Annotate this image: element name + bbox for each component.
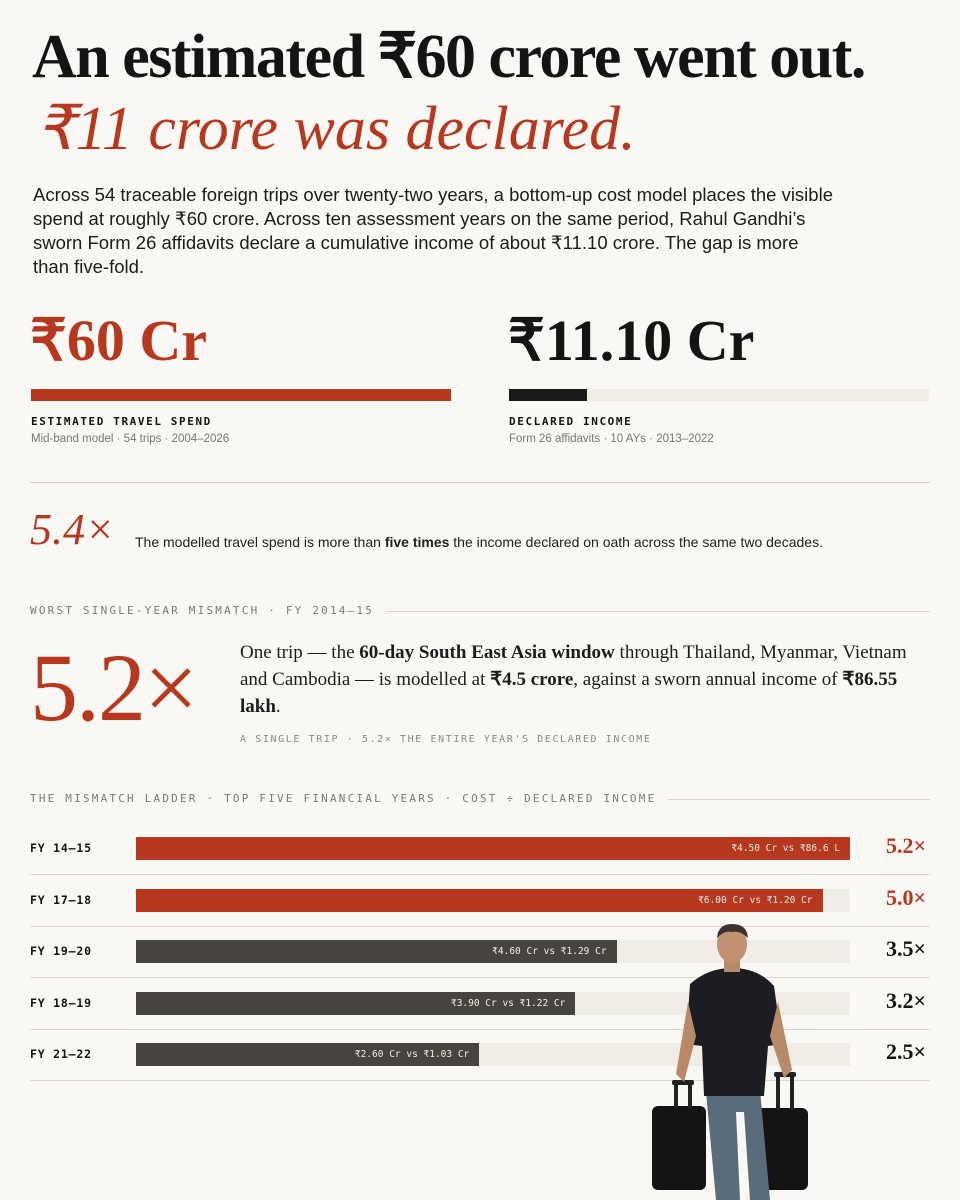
ladder-bar-track (136, 889, 850, 912)
spend-value: ₹60 Cr (30, 308, 208, 373)
ladder-bar-label: ₹2.60 Cr vs ₹1.03 Cr (354, 1049, 470, 1060)
divider (30, 482, 930, 483)
ladder-ratio-label: 2.5× (886, 1039, 927, 1064)
ladder-ratio-label: 5.2× (886, 833, 927, 858)
worst-year-ratio: 5.2× (30, 634, 197, 741)
overall-ratio: 5.4× (30, 505, 115, 554)
ladder-row (30, 875, 930, 927)
ladder-bar-label: ₹3.90 Cr vs ₹1.22 Cr (450, 997, 566, 1009)
ladder-ratio-label: 5.0× (886, 884, 927, 910)
ladder-row-label: FY 18–19 (30, 995, 92, 1010)
income-label: DECLARED INCOME (509, 415, 633, 428)
ladder-section-label: THE MISMATCH LADDER · TOP FIVE FINANCIAL YEARS · COST ÷ DECLARED INCOME (30, 792, 668, 805)
spend-label: ESTIMATED TRAVEL SPEND (31, 415, 212, 428)
ladder-bar (136, 1043, 479, 1066)
intro-paragraph: Across 54 traceable foreign trips over twenty-two years, a bottom-up cost model places the visible spend at roughly ₹60 crore. Across ten assessment years on the same period, Rahul Gandhi’s sworn Form 26 affidavits declare a cumulative income of about ₹11.10 crore. The gap is more than five-fold. (33, 184, 833, 278)
ladder-row-label: FY 19–20 (30, 944, 92, 958)
ratio-text-bold: five times (384, 534, 450, 550)
ladder-row-label: FY 14–15 (30, 841, 92, 855)
ladder-row-label: FY 17–18 (30, 892, 92, 907)
worst-bold-1: 60-day South East Asia window (359, 642, 615, 663)
income-bar-fill (509, 389, 587, 401)
worst-text-2: through Thailand, Myanmar, Vietnam and Cambodia — is modelled at (240, 642, 907, 690)
subheadline: ₹11 crore was declared. (36, 95, 636, 163)
ladder-bar (136, 837, 850, 860)
income-subtitle: Form 26 affidavits · 10 AYs · 2013–2022 (509, 433, 714, 445)
ladder-bar (136, 940, 617, 963)
person-with-suitcases-image (648, 924, 818, 1200)
worst-bold-2: ₹4.5 crore (490, 668, 574, 690)
ladder-bar-label: ₹4.60 Cr vs ₹1.29 Cr (492, 946, 607, 957)
ladder-row-label: FY 21–22 (30, 1047, 92, 1061)
income-value: ₹11.10 Cr (508, 308, 755, 373)
ladder-ratio-label: 3.5× (886, 936, 927, 961)
overall-ratio-text (135, 534, 823, 550)
worst-bold-3: ₹86.55 lakh (240, 668, 898, 717)
ratio-text-before: The modelled travel spend is more than (135, 534, 385, 550)
ladder-bar-track (136, 837, 850, 860)
ladder-bar (136, 889, 823, 912)
ladder-bar (136, 992, 575, 1015)
spend-bar-track (31, 389, 451, 401)
worst-year-section-label: WORST SINGLE-YEAR MISMATCH · FY 2014–15 (30, 604, 386, 617)
ladder-bar-label: ₹4.50 Cr vs ₹86.6 L (731, 843, 840, 854)
worst-year-note: A SINGLE TRIP · 5.2× THE ENTIRE YEAR'S DECLARED INCOME (240, 734, 652, 745)
ratio-text-after: the income declared on oath across the same two decades. (449, 534, 823, 550)
worst-year-description (240, 640, 930, 721)
spend-bar-fill (31, 389, 451, 401)
worst-text-3: , against a sworn annual income of (573, 668, 843, 690)
headline: An estimated ₹60 crore went out. (32, 23, 865, 91)
spend-subtitle: Mid-band model · 54 trips · 2004–2026 (31, 433, 230, 445)
income-bar-track (509, 389, 929, 401)
worst-text-1: One trip — the (240, 642, 360, 663)
ladder-row (30, 823, 930, 875)
ladder-bar-label: ₹6.00 Cr vs ₹1.20 Cr (698, 894, 813, 906)
ladder-ratio-label: 3.2× (886, 987, 927, 1013)
worst-text-4: . (275, 695, 281, 717)
